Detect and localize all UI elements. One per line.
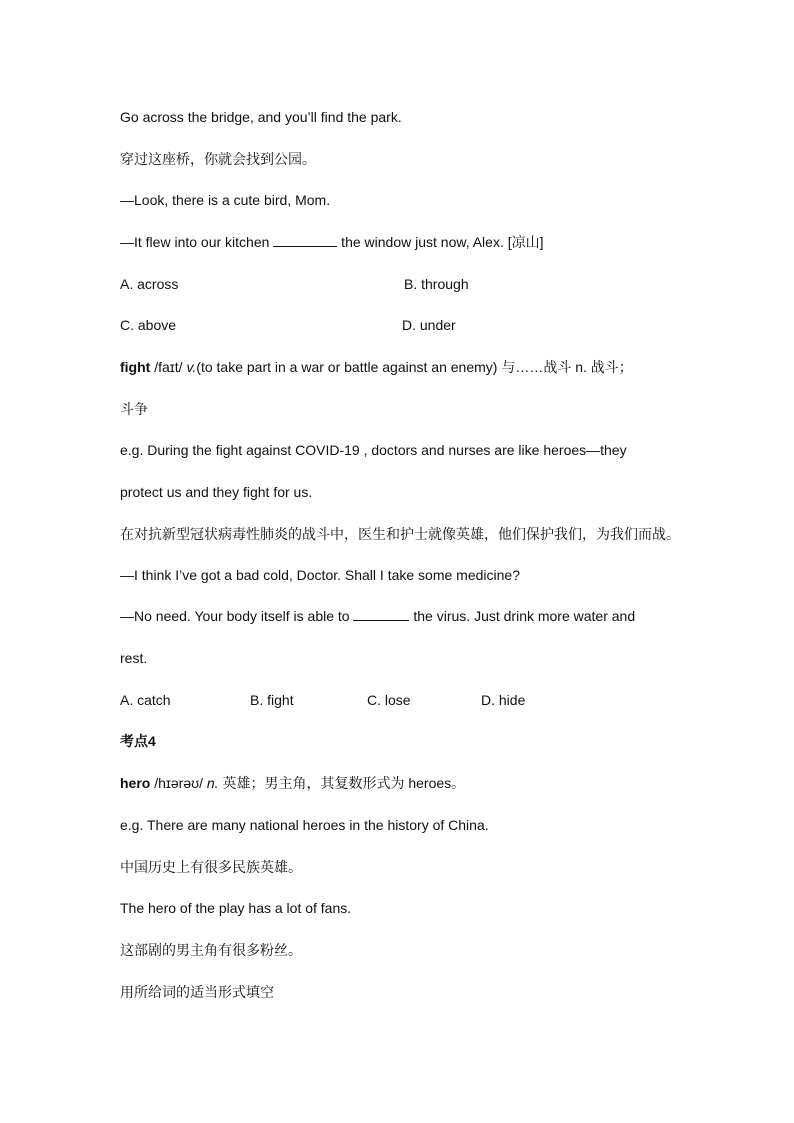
example-sentence-en-continued: protect us and they fight for us. — [120, 484, 313, 500]
question-text-start: —It flew into our kitchen — [120, 234, 274, 250]
option-a: A. catch — [120, 692, 171, 708]
headword: fight — [120, 359, 151, 375]
option-b: B. through — [404, 276, 469, 292]
dialogue-line-1: —I think I’ve got a bad cold, Doctor. Shall I take some medicine? — [120, 567, 520, 583]
example-sentence-zh: 这部剧的男主角有很多粉丝。 — [120, 942, 302, 958]
option-d: D. hide — [481, 692, 526, 708]
part-of-speech: v. — [186, 359, 197, 375]
vocab-entry-fight — [120, 358, 633, 376]
option-b: B. fight — [250, 692, 294, 708]
part-of-speech: n. — [206, 775, 219, 791]
definition-continued: 斗争 — [120, 401, 148, 417]
headword: hero — [120, 775, 151, 791]
question-text-start: —No need. Your body itself is able to — [120, 608, 354, 624]
dialogue-line-1: —Look, there is a cute bird, Mom. — [120, 192, 331, 208]
question-text-end: the window just now, Alex. [凉山] — [337, 234, 544, 250]
option-a: A. across — [120, 276, 179, 292]
section-heading: 考点4 — [120, 733, 156, 749]
definition: (to take part in a war or battle against an enemy) 与……战斗 n. 战斗； — [196, 359, 633, 375]
question-text-end: the virus. Just drink more water and — [409, 608, 636, 624]
answer-blank — [273, 234, 337, 247]
definition: 英雄；男主角，其复数形式为 heroes。 — [218, 775, 466, 791]
example-sentence-zh: 穿过这座桥，你就会找到公园。 — [120, 151, 316, 167]
example-sentence-zh: 在对抗新型冠状病毒性肺炎的战斗中，医生和护士就像英雄，他们保护我们，为我们而战。 — [120, 526, 680, 542]
example-sentence-zh: 中国历史上有很多民族英雄。 — [120, 859, 302, 875]
example-sentence-en: e.g. During the fight against COVID-19 , doctors and nurses are like heroes—they — [120, 442, 627, 458]
dialogue-line-2-continued: rest. — [120, 650, 148, 666]
option-c: C. lose — [367, 692, 411, 708]
phonetic: /faɪt/ — [150, 359, 187, 375]
phonetic: /hɪərəʊ/ — [150, 775, 207, 791]
vocab-entry-hero — [120, 774, 465, 792]
example-sentence-en: e.g. There are many national heroes in the history of China. — [120, 817, 489, 833]
dialogue-line-2 — [120, 233, 544, 251]
option-d: D. under — [402, 317, 456, 333]
option-c: C. above — [120, 317, 177, 333]
answer-blank — [353, 608, 409, 621]
exercise-instruction: 用所给词的适当形式填空 — [120, 984, 274, 1000]
dialogue-line-2 — [120, 607, 635, 625]
example-sentence-en: Go across the bridge, and you’ll find the park. — [120, 109, 402, 125]
example-sentence-en: The hero of the play has a lot of fans. — [120, 900, 352, 916]
